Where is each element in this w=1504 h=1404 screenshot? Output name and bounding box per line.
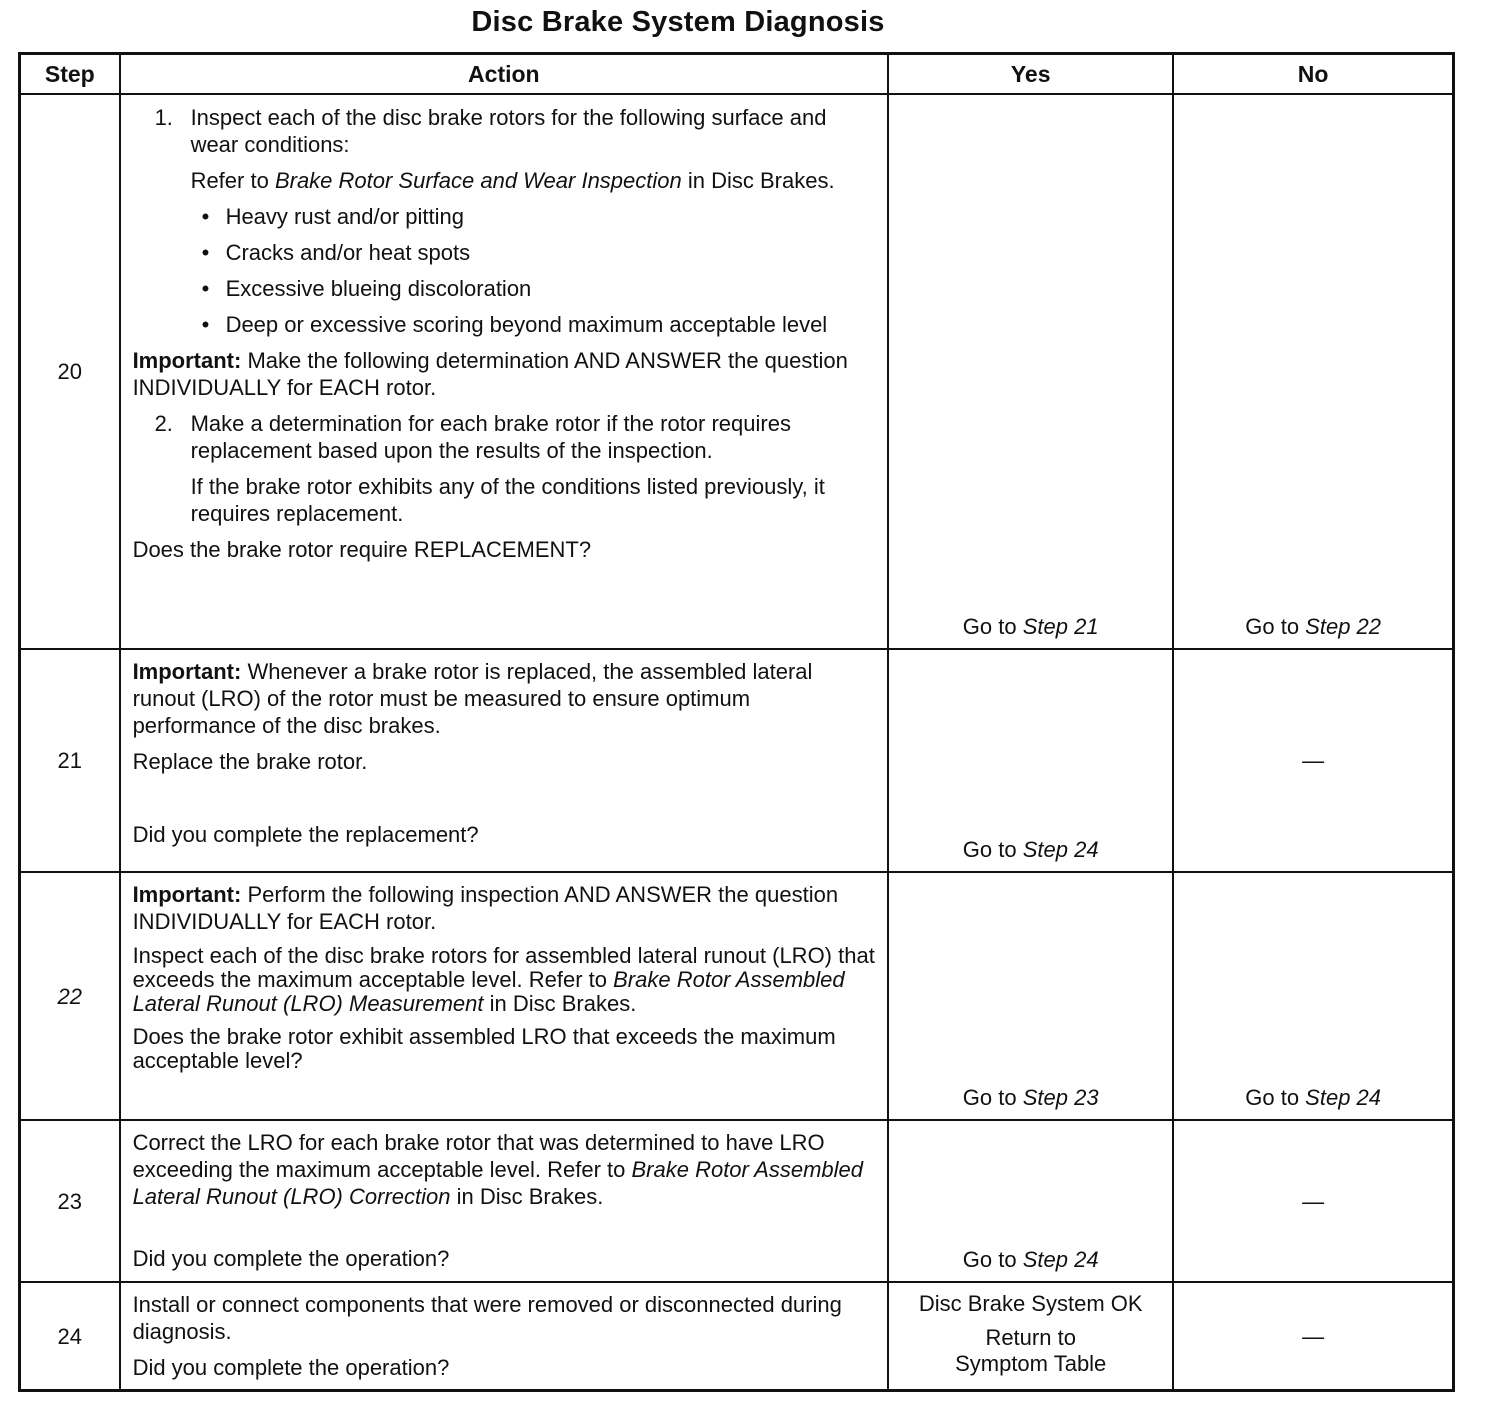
- header-action: Action: [120, 54, 889, 95]
- question: Did you complete the operation?: [132, 1355, 450, 1380]
- correction-text: Correct the LRO for each brake rotor that was determined to have LRO exceeding the maximum acceptable level. Refer to: [132, 1130, 825, 1182]
- diagnosis-table: [18, 52, 1455, 1392]
- list-item: • Deep or excessive scoring beyond maximum acceptable level: [226, 311, 878, 338]
- correction-instruction: [133, 1129, 878, 1210]
- goto-prefix: Go to: [962, 1247, 1023, 1272]
- goto-prefix: Go to: [962, 1085, 1023, 1110]
- reference-suffix: in Disc Brakes.: [450, 1184, 604, 1209]
- goto-step-link[interactable]: Step 22: [1305, 614, 1382, 639]
- question: Does the brake rotor exhibit assembled LRO that exceeds the maximum acceptable level?: [132, 1024, 836, 1073]
- step-action: [120, 1120, 889, 1282]
- item-number: 1.: [154, 105, 173, 130]
- list-item: [133, 410, 878, 464]
- important-label: Important:: [132, 659, 242, 684]
- reference-prefix: Refer to: [190, 168, 275, 193]
- yes-cell: [888, 1120, 1173, 1282]
- goto-prefix: Go to: [1245, 614, 1306, 639]
- page-title: Disc Brake System Diagnosis: [471, 6, 885, 38]
- yes-cell: [888, 649, 1173, 872]
- header-yes: Yes: [888, 54, 1173, 95]
- step-number: 23: [20, 1120, 120, 1282]
- header-no: No: [1173, 54, 1453, 95]
- list-item: • Excessive blueing discoloration: [226, 275, 878, 302]
- inspection-instruction: [133, 944, 878, 1016]
- yes-cell: [888, 872, 1173, 1120]
- step-action: [120, 94, 889, 649]
- instruction: Replace the brake rotor.: [132, 749, 368, 774]
- question: Did you complete the operation?: [132, 1246, 450, 1271]
- reference-title: Brake Rotor Assembled Lateral Runout (LRO) Measurement: [132, 967, 845, 1016]
- step-number: 22: [20, 872, 120, 1120]
- item-number: 2.: [154, 411, 173, 436]
- list-item: • Heavy rust and/or pitting: [226, 203, 878, 230]
- goto-prefix: Go to: [962, 837, 1023, 862]
- important-note: [133, 881, 878, 935]
- no-cell: [1173, 872, 1453, 1120]
- step-action: [120, 649, 889, 872]
- item-text: Inspect each of the disc brake rotors for the following surface and wear conditions:: [190, 105, 827, 157]
- no-cell: —: [1173, 1282, 1453, 1391]
- reference-title: Brake Rotor Surface and Wear Inspection: [274, 168, 682, 193]
- table-row: [20, 649, 1454, 872]
- table-row: [20, 1120, 1454, 1282]
- important-note: [133, 658, 878, 739]
- question: Did you complete the replacement?: [132, 822, 479, 847]
- list-item: [133, 104, 878, 158]
- reference-suffix: in Disc Brakes.: [681, 168, 835, 193]
- list-item: • Cracks and/or heat spots: [226, 239, 878, 266]
- result-status: Disc Brake System OK: [918, 1291, 1143, 1316]
- important-note: [133, 347, 878, 401]
- goto-step-link[interactable]: Step 24: [1022, 1247, 1099, 1272]
- yes-cell: [888, 94, 1173, 649]
- important-text: Whenever a brake rotor is replaced, the assembled lateral runout (LRO) of the rotor must be measured to ensure optimum performance of the disc brakes.: [132, 659, 813, 738]
- goto-step-link[interactable]: Step 23: [1022, 1085, 1099, 1110]
- header-step: Step: [20, 54, 120, 95]
- inspection-text: Inspect each of the disc brake rotors for assembled lateral runout (LRO) that exceeds the maximum acceptable level. Refer to: [132, 943, 875, 992]
- step-action: [120, 1282, 889, 1391]
- item-text: Make a determination for each brake rotor if the rotor requires replacement based upon the results of the inspection.: [190, 411, 791, 463]
- yes-cell: [888, 1282, 1173, 1391]
- step-action: [120, 872, 889, 1120]
- reference-suffix: in Disc Brakes.: [483, 991, 637, 1016]
- condition-list: [133, 203, 878, 338]
- goto-step-link[interactable]: Step 21: [1022, 614, 1099, 639]
- return-link[interactable]: Return to Symptom Table: [955, 1325, 1107, 1376]
- important-text: Make the following determination AND ANSWER the question INDIVIDUALLY for EACH rotor.: [132, 348, 848, 400]
- important-label: Important:: [132, 882, 242, 907]
- question: Does the brake rotor require REPLACEMENT?: [132, 537, 592, 562]
- table-row: [20, 872, 1454, 1120]
- table-row: [20, 1282, 1454, 1391]
- reference: [133, 167, 878, 194]
- step-number: 24: [20, 1282, 120, 1391]
- important-text: Perform the following inspection AND ANSWER the question INDIVIDUALLY for EACH rotor.: [132, 882, 839, 934]
- no-cell: [1173, 94, 1453, 649]
- goto-prefix: Go to: [962, 614, 1023, 639]
- goto-prefix: Go to: [1245, 1085, 1306, 1110]
- header-row: [20, 54, 1454, 95]
- step-number: 21: [20, 649, 120, 872]
- step-number: 20: [20, 94, 120, 649]
- goto-step-link[interactable]: Step 24: [1022, 837, 1099, 862]
- no-cell: —: [1173, 1120, 1453, 1282]
- no-cell: —: [1173, 649, 1453, 872]
- important-label: Important:: [132, 348, 242, 373]
- table-row: [20, 94, 1454, 649]
- item-note: If the brake rotor exhibits any of the conditions listed previously, it requires replacement.: [190, 474, 825, 526]
- goto-step-link[interactable]: Step 24: [1305, 1085, 1382, 1110]
- reference-title: Brake Rotor Assembled Lateral Runout (LRO) Correction: [132, 1157, 863, 1209]
- install-instruction: Install or connect components that were removed or disconnected during diagnosis.: [132, 1292, 842, 1344]
